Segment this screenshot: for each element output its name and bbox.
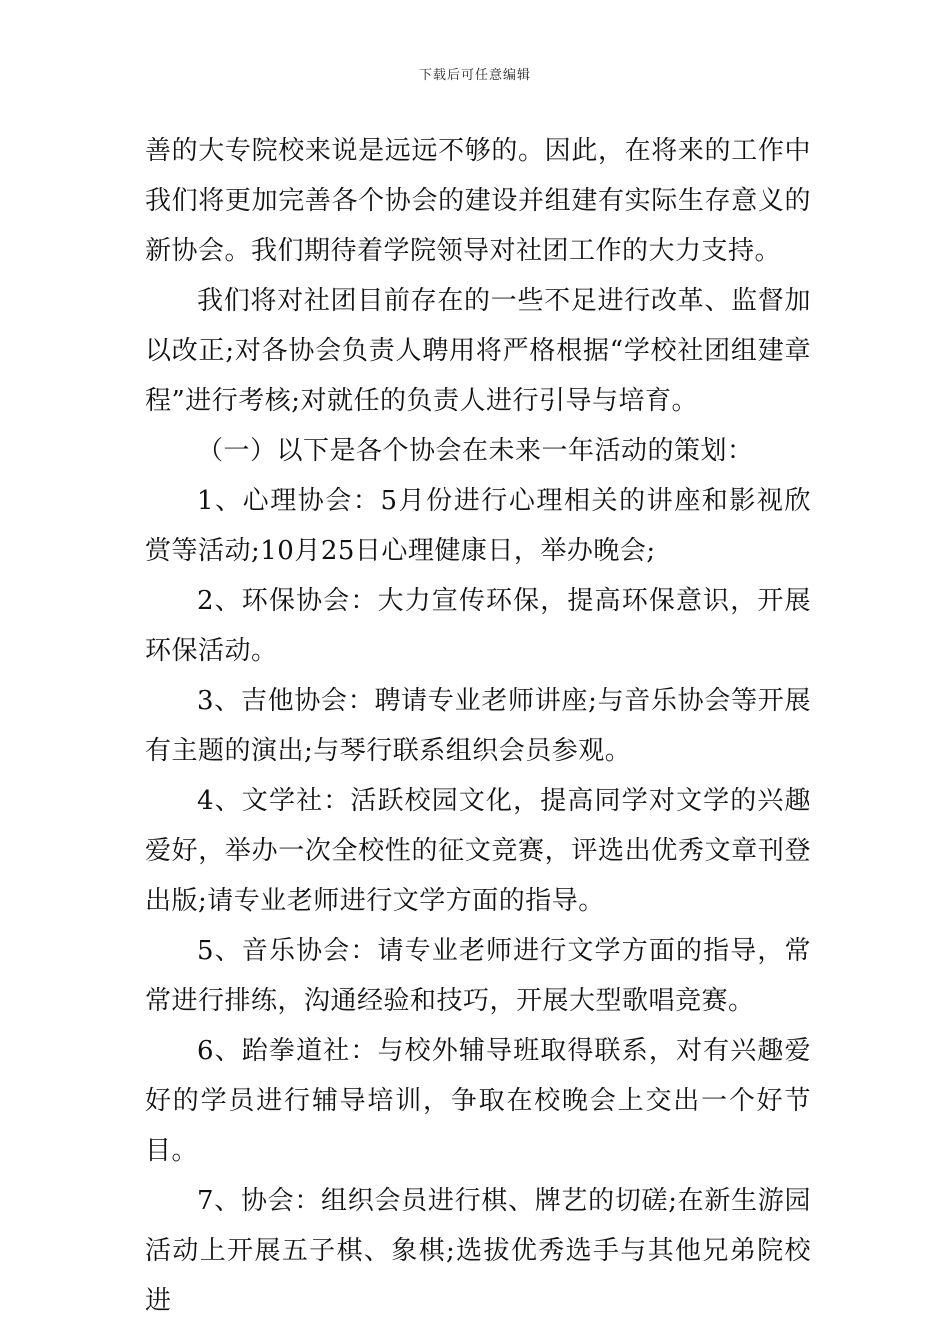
section-heading: （一）以下是各个协会在未来一年活动的策划： — [197, 436, 754, 466]
list-item: 6、跆拳道社：与校外辅导班取得联系，对有兴趣爱好的学员进行辅导培训，争取在校晚会上交出一个好节目。 — [145, 1036, 811, 1166]
page-header: 下载后可任意编辑 — [418, 68, 531, 83]
list-item: 5、音乐协会：请专业老师进行文学方面的指导，常常进行排练，沟通经验和技巧，开展大型歌唱竞赛。 — [145, 936, 811, 1016]
paragraph-reform: 我们将对社团目前存在的一些不足进行改革、监督加以改正;对各协会负责人聘用将严格根据“学校社团组建章程”进行考核;对就任的负责人进行引导与培育。 — [145, 286, 811, 416]
document-body — [145, 126, 811, 1326]
list-item: 2、环保协会：大力宣传环保，提高环保意识，开展环保活动。 — [145, 586, 811, 666]
list-item: 7、协会：组织会员进行棋、牌艺的切磋;在新生游园活动上开展五子棋、象棋;选拔优秀选手与其他兄弟院校进 — [145, 1186, 811, 1316]
list-item: 4、文学社：活跃校园文化，提高同学对文学的兴趣爱好，举办一次全校性的征文竞赛，评选出优秀文章刊登出版;请专业老师进行文学方面的指导。 — [145, 786, 811, 916]
list-item: 1、心理协会：5月份进行心理相关的讲座和影视欣赏等活动;10月25日心理健康日，举办晚会; — [145, 486, 811, 566]
list-item: 3、吉他协会：聘请专业老师讲座;与音乐协会等开展有主题的演出;与琴行联系组织会员参观。 — [145, 686, 811, 766]
paragraph-continuation: 善的大专院校来说是远远不够的。因此，在将来的工作中我们将更加完善各个协会的建设并组建有实际生存意义的新协会。我们期待着学院领导对社团工作的大力支持。 — [145, 136, 811, 266]
